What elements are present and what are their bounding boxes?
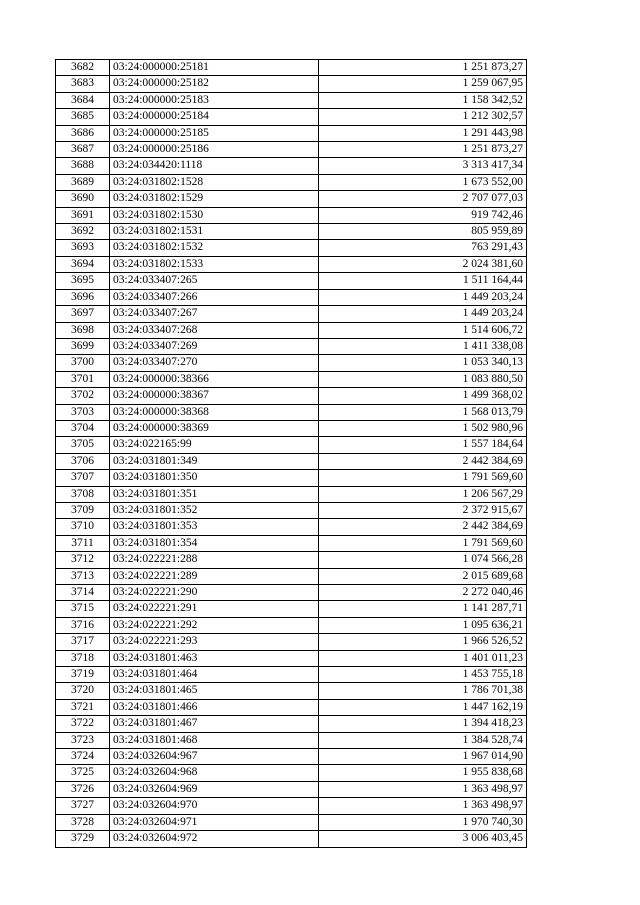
cadastral-value-cell: 1 673 552,00 bbox=[319, 174, 527, 190]
cadastral-value-cell: 1 970 740,30 bbox=[319, 814, 527, 830]
cadastral-value-cell: 1 394 418,23 bbox=[319, 716, 527, 732]
table-row bbox=[56, 470, 527, 486]
cadastral-number-cell: 03:24:033407:269 bbox=[110, 338, 319, 354]
cadastral-value-cell: 1 363 498,97 bbox=[319, 781, 527, 797]
cadastral-number-cell: 03:24:031801:464 bbox=[110, 667, 319, 683]
row-number-cell: 3712 bbox=[56, 552, 110, 568]
cadastral-value-cell: 919 742,46 bbox=[319, 207, 527, 223]
row-number-cell: 3704 bbox=[56, 420, 110, 436]
table-row bbox=[56, 781, 527, 797]
cadastral-value-cell: 1 514 606,72 bbox=[319, 322, 527, 338]
cadastral-number-cell: 03:24:000000:25184 bbox=[110, 109, 319, 125]
cadastral-value-cell: 1 786 701,38 bbox=[319, 683, 527, 699]
cadastral-value-cell: 3 006 403,45 bbox=[319, 831, 527, 847]
cadastral-number-cell: 03:24:000000:25183 bbox=[110, 92, 319, 108]
cadastral-value-cell: 1 363 498,97 bbox=[319, 798, 527, 814]
table-row bbox=[56, 174, 527, 190]
table-row bbox=[56, 585, 527, 601]
row-number-cell: 3709 bbox=[56, 502, 110, 518]
cadastral-number-cell: 03:24:031801:349 bbox=[110, 453, 319, 469]
table-row bbox=[56, 338, 527, 354]
table-row bbox=[56, 109, 527, 125]
table-row bbox=[56, 60, 527, 76]
cadastral-value-cell: 2 372 915,67 bbox=[319, 502, 527, 518]
cadastral-number-cell: 03:24:031801:354 bbox=[110, 535, 319, 551]
cadastral-value-cell: 1 502 980,96 bbox=[319, 420, 527, 436]
table-row bbox=[56, 667, 527, 683]
row-number-cell: 3706 bbox=[56, 453, 110, 469]
cadastral-value-cell: 1 449 203,24 bbox=[319, 289, 527, 305]
table-row bbox=[56, 634, 527, 650]
cadastral-number-cell: 03:24:000000:38366 bbox=[110, 371, 319, 387]
cadastral-value-cell: 1 083 880,50 bbox=[319, 371, 527, 387]
cadastral-value-cell: 1 511 164,44 bbox=[319, 273, 527, 289]
table-row bbox=[56, 552, 527, 568]
table-row bbox=[56, 831, 527, 847]
cadastral-number-cell: 03:24:033407:266 bbox=[110, 289, 319, 305]
cadastral-value-cell: 763 291,43 bbox=[319, 240, 527, 256]
table-row bbox=[56, 601, 527, 617]
table-row bbox=[56, 765, 527, 781]
table-row bbox=[56, 322, 527, 338]
row-number-cell: 3693 bbox=[56, 240, 110, 256]
cadastral-number-cell: 03:24:022221:288 bbox=[110, 552, 319, 568]
cadastral-number-cell: 03:24:022221:291 bbox=[110, 601, 319, 617]
cadastral-number-cell: 03:24:031802:1532 bbox=[110, 240, 319, 256]
cadastral-number-cell: 03:24:031801:350 bbox=[110, 470, 319, 486]
cadastral-number-cell: 03:24:031802:1528 bbox=[110, 174, 319, 190]
cadastral-number-cell: 03:24:031802:1533 bbox=[110, 256, 319, 272]
cadastral-number-cell: 03:24:000000:38369 bbox=[110, 420, 319, 436]
cadastral-number-cell: 03:24:032604:968 bbox=[110, 765, 319, 781]
row-number-cell: 3720 bbox=[56, 683, 110, 699]
row-number-cell: 3718 bbox=[56, 650, 110, 666]
cadastral-number-cell: 03:24:032604:971 bbox=[110, 814, 319, 830]
row-number-cell: 3728 bbox=[56, 814, 110, 830]
row-number-cell: 3716 bbox=[56, 617, 110, 633]
cadastral-value-cell: 1 259 067,95 bbox=[319, 76, 527, 92]
cadastral-value-cell: 1 291 443,98 bbox=[319, 125, 527, 141]
cadastral-value-cell: 1 158 342,52 bbox=[319, 92, 527, 108]
cadastral-value-cell: 2 707 077,03 bbox=[319, 191, 527, 207]
row-number-cell: 3707 bbox=[56, 470, 110, 486]
cadastral-number-cell: 03:24:022165:99 bbox=[110, 437, 319, 453]
cadastral-number-cell: 03:24:031802:1531 bbox=[110, 224, 319, 240]
cadastral-number-cell: 03:24:031802:1529 bbox=[110, 191, 319, 207]
cadastral-value-cell: 1 791 569,60 bbox=[319, 470, 527, 486]
cadastral-number-cell: 03:24:033407:265 bbox=[110, 273, 319, 289]
cadastral-value-table bbox=[55, 59, 527, 848]
row-number-cell: 3715 bbox=[56, 601, 110, 617]
table-row bbox=[56, 519, 527, 535]
cadastral-number-cell: 03:24:000000:25182 bbox=[110, 76, 319, 92]
cadastral-value-cell: 1 141 287,71 bbox=[319, 601, 527, 617]
table-row bbox=[56, 240, 527, 256]
cadastral-number-cell: 03:24:032604:969 bbox=[110, 781, 319, 797]
row-number-cell: 3722 bbox=[56, 716, 110, 732]
table-row bbox=[56, 256, 527, 272]
cadastral-value-cell: 1 206 567,29 bbox=[319, 486, 527, 502]
row-number-cell: 3696 bbox=[56, 289, 110, 305]
table-row bbox=[56, 535, 527, 551]
cadastral-number-cell: 03:24:022221:289 bbox=[110, 568, 319, 584]
cadastral-number-cell: 03:24:022221:290 bbox=[110, 585, 319, 601]
cadastral-value-cell: 805 959,89 bbox=[319, 224, 527, 240]
cadastral-number-cell: 03:24:031802:1530 bbox=[110, 207, 319, 223]
row-number-cell: 3708 bbox=[56, 486, 110, 502]
row-number-cell: 3699 bbox=[56, 338, 110, 354]
row-number-cell: 3711 bbox=[56, 535, 110, 551]
row-number-cell: 3698 bbox=[56, 322, 110, 338]
cadastral-value-cell: 1 791 569,60 bbox=[319, 535, 527, 551]
cadastral-number-cell: 03:24:031801:465 bbox=[110, 683, 319, 699]
cadastral-number-cell: 03:24:031801:353 bbox=[110, 519, 319, 535]
row-number-cell: 3687 bbox=[56, 142, 110, 158]
cadastral-number-cell: 03:24:000000:38367 bbox=[110, 388, 319, 404]
cadastral-value-cell: 1 053 340,13 bbox=[319, 355, 527, 371]
cadastral-number-cell: 03:24:000000:25181 bbox=[110, 60, 319, 76]
table-row bbox=[56, 732, 527, 748]
table-row bbox=[56, 224, 527, 240]
row-number-cell: 3682 bbox=[56, 60, 110, 76]
cadastral-value-cell: 2 442 384,69 bbox=[319, 453, 527, 469]
row-number-cell: 3724 bbox=[56, 749, 110, 765]
cadastral-value-cell: 1 453 755,18 bbox=[319, 667, 527, 683]
cadastral-number-cell: 03:24:033407:268 bbox=[110, 322, 319, 338]
table-row bbox=[56, 289, 527, 305]
cadastral-number-cell: 03:24:022221:293 bbox=[110, 634, 319, 650]
cadastral-number-cell: 03:24:032604:970 bbox=[110, 798, 319, 814]
row-number-cell: 3684 bbox=[56, 92, 110, 108]
cadastral-value-cell: 1 212 302,57 bbox=[319, 109, 527, 125]
row-number-cell: 3723 bbox=[56, 732, 110, 748]
cadastral-number-cell: 03:24:032604:972 bbox=[110, 831, 319, 847]
row-number-cell: 3689 bbox=[56, 174, 110, 190]
cadastral-value-cell: 1 967 014,90 bbox=[319, 749, 527, 765]
table-row bbox=[56, 699, 527, 715]
table-row bbox=[56, 486, 527, 502]
cadastral-value-cell: 1 557 184,64 bbox=[319, 437, 527, 453]
table-row bbox=[56, 355, 527, 371]
cadastral-number-cell: 03:24:031801:468 bbox=[110, 732, 319, 748]
table-row bbox=[56, 617, 527, 633]
cadastral-number-cell: 03:24:000000:25185 bbox=[110, 125, 319, 141]
table-row bbox=[56, 798, 527, 814]
row-number-cell: 3721 bbox=[56, 699, 110, 715]
cadastral-value-cell: 1 449 203,24 bbox=[319, 306, 527, 322]
cadastral-number-cell: 03:24:031801:351 bbox=[110, 486, 319, 502]
table-body bbox=[56, 60, 527, 848]
cadastral-value-cell: 1 411 338,08 bbox=[319, 338, 527, 354]
table-row bbox=[56, 306, 527, 322]
row-number-cell: 3713 bbox=[56, 568, 110, 584]
cadastral-value-cell: 1 499 368,02 bbox=[319, 388, 527, 404]
cadastral-number-cell: 03:24:033407:270 bbox=[110, 355, 319, 371]
table-row bbox=[56, 716, 527, 732]
table-row bbox=[56, 76, 527, 92]
cadastral-value-cell: 2 272 040,46 bbox=[319, 585, 527, 601]
row-number-cell: 3690 bbox=[56, 191, 110, 207]
table-row bbox=[56, 125, 527, 141]
table-row bbox=[56, 142, 527, 158]
table-row bbox=[56, 420, 527, 436]
cadastral-number-cell: 03:24:031801:466 bbox=[110, 699, 319, 715]
cadastral-value-cell: 1 074 566,28 bbox=[319, 552, 527, 568]
table-row bbox=[56, 273, 527, 289]
cadastral-number-cell: 03:24:000000:38368 bbox=[110, 404, 319, 420]
row-number-cell: 3725 bbox=[56, 765, 110, 781]
table-row bbox=[56, 814, 527, 830]
table-row bbox=[56, 749, 527, 765]
cadastral-value-cell: 1 955 838,68 bbox=[319, 765, 527, 781]
table-row bbox=[56, 404, 527, 420]
row-number-cell: 3683 bbox=[56, 76, 110, 92]
row-number-cell: 3694 bbox=[56, 256, 110, 272]
cadastral-number-cell: 03:24:031801:352 bbox=[110, 502, 319, 518]
cadastral-number-cell: 03:24:022221:292 bbox=[110, 617, 319, 633]
cadastral-value-cell: 1 401 011,23 bbox=[319, 650, 527, 666]
cadastral-number-cell: 03:24:032604:967 bbox=[110, 749, 319, 765]
cadastral-value-cell: 1 568 013,79 bbox=[319, 404, 527, 420]
row-number-cell: 3710 bbox=[56, 519, 110, 535]
row-number-cell: 3701 bbox=[56, 371, 110, 387]
cadastral-value-cell: 2 442 384,69 bbox=[319, 519, 527, 535]
row-number-cell: 3726 bbox=[56, 781, 110, 797]
row-number-cell: 3695 bbox=[56, 273, 110, 289]
row-number-cell: 3727 bbox=[56, 798, 110, 814]
table-row bbox=[56, 650, 527, 666]
table-row bbox=[56, 191, 527, 207]
row-number-cell: 3688 bbox=[56, 158, 110, 174]
cadastral-value-cell: 2 024 381,60 bbox=[319, 256, 527, 272]
table-row bbox=[56, 207, 527, 223]
cadastral-value-cell: 1 251 873,27 bbox=[319, 142, 527, 158]
table-row bbox=[56, 158, 527, 174]
row-number-cell: 3700 bbox=[56, 355, 110, 371]
table-row bbox=[56, 502, 527, 518]
row-number-cell: 3697 bbox=[56, 306, 110, 322]
table-row bbox=[56, 92, 527, 108]
row-number-cell: 3686 bbox=[56, 125, 110, 141]
cadastral-number-cell: 03:24:034420:1118 bbox=[110, 158, 319, 174]
cadastral-value-cell: 2 015 689,68 bbox=[319, 568, 527, 584]
row-number-cell: 3714 bbox=[56, 585, 110, 601]
table-row bbox=[56, 371, 527, 387]
row-number-cell: 3705 bbox=[56, 437, 110, 453]
table-row bbox=[56, 568, 527, 584]
cadastral-value-cell: 1 384 528,74 bbox=[319, 732, 527, 748]
cadastral-value-cell: 1 447 162,19 bbox=[319, 699, 527, 715]
cadastral-value-cell: 3 313 417,34 bbox=[319, 158, 527, 174]
row-number-cell: 3729 bbox=[56, 831, 110, 847]
row-number-cell: 3719 bbox=[56, 667, 110, 683]
row-number-cell: 3685 bbox=[56, 109, 110, 125]
row-number-cell: 3717 bbox=[56, 634, 110, 650]
cadastral-number-cell: 03:24:033407:267 bbox=[110, 306, 319, 322]
cadastral-number-cell: 03:24:031801:463 bbox=[110, 650, 319, 666]
cadastral-value-cell: 1 966 526,52 bbox=[319, 634, 527, 650]
cadastral-value-cell: 1 251 873,27 bbox=[319, 60, 527, 76]
table-row bbox=[56, 453, 527, 469]
row-number-cell: 3692 bbox=[56, 224, 110, 240]
cadastral-number-cell: 03:24:000000:25186 bbox=[110, 142, 319, 158]
table-row bbox=[56, 683, 527, 699]
cadastral-number-cell: 03:24:031801:467 bbox=[110, 716, 319, 732]
cadastral-value-cell: 1 095 636,21 bbox=[319, 617, 527, 633]
row-number-cell: 3703 bbox=[56, 404, 110, 420]
row-number-cell: 3702 bbox=[56, 388, 110, 404]
row-number-cell: 3691 bbox=[56, 207, 110, 223]
table-row bbox=[56, 388, 527, 404]
table-row bbox=[56, 437, 527, 453]
